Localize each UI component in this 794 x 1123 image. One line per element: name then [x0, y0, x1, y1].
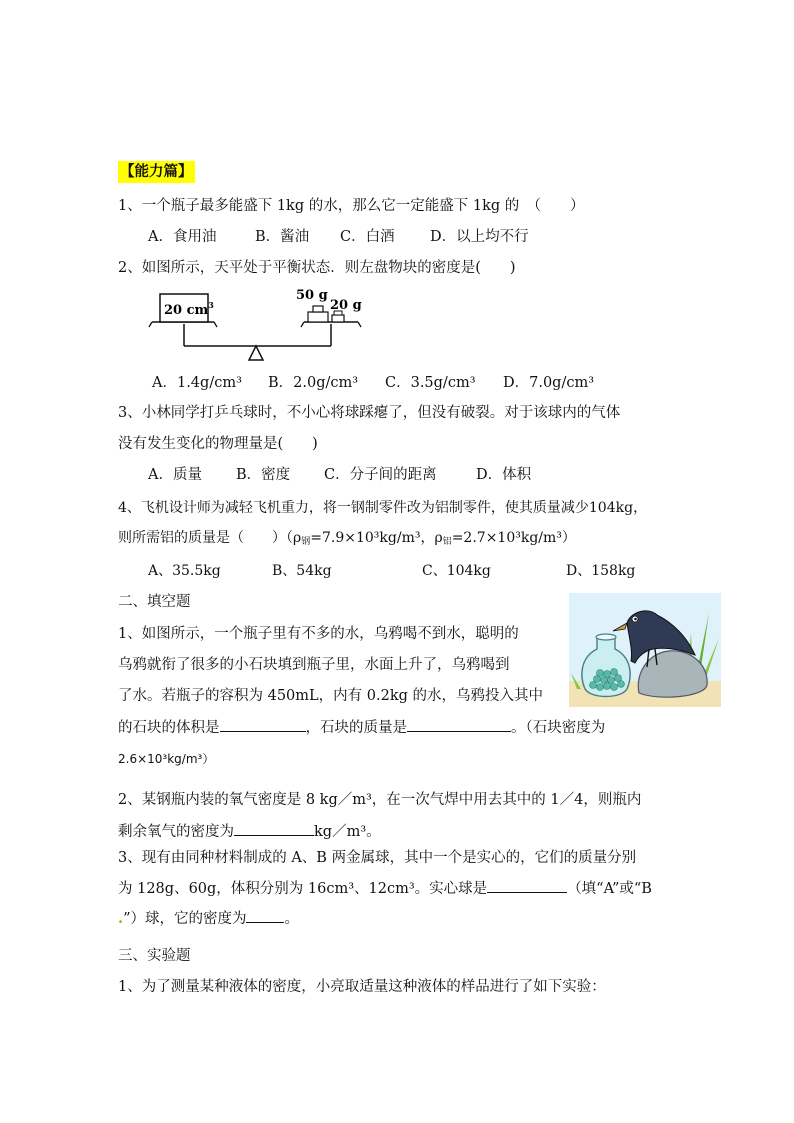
q2-text: 2、如图所示，天平处于平衡状态．则左盘物块的密度是( ) [118, 260, 516, 276]
q3-option-d: D．体积 [476, 467, 532, 483]
f1-line4: 的石块的体积是 ，石块的质量是 。（石块密度为 [118, 717, 605, 738]
q1-text: 1、一个瓶子最多能盛下 1kg 的水，那么它一定能盛下 1kg 的 （ ） [118, 198, 585, 214]
q4-line2: 则所需铝的质量是（ ）（$\rho_钢=7.9\times 10^3kg/m^3$，$\rho_铝=2.7\times 10^3kg/m^3$） [118, 530, 576, 547]
q2-option-a: A．1.4g/cm³ [152, 375, 242, 391]
q3-line1: 3、小林同学打乒乓球时，不小心将球踩瘪了，但没有破裂。对于该球内的气体 [118, 405, 621, 421]
f3-line2: 为 128g、60g，体积分别为 16cm³、12cm³。实心球是 （填“A”或“B [118, 878, 652, 899]
f3-line1: 3、现有由同种材料制成的 A、B 两金属球，其中一个是实心的，它们的质量分别 [118, 850, 637, 866]
f1-line2: 乌鸦就衔了很多的小石块填到瓶子里，水面上升了，乌鸦喝到 [118, 657, 510, 673]
q4-option-b: B、54kg [272, 563, 332, 579]
f3-blank-solid-ball[interactable] [487, 878, 567, 893]
f1-line3: 了水。若瓶子的容积为 450mL，内有 0.2kg 的水，乌鸦投入其中 [118, 688, 544, 704]
q3-line2: 没有发生变化的物理量是( ) [118, 436, 318, 452]
q1-option-c: C．白酒 [340, 229, 395, 245]
weight-20g-label: 20 g [330, 298, 362, 313]
block-label: 20 $cm^3$ [164, 300, 214, 318]
f1-line1: 1、如图所示，一个瓶子里有不多的水，乌鸦喝不到水，聪明的 [118, 626, 519, 642]
q4-option-a: A、35.5kg [148, 563, 221, 579]
crow-bottle-illustration [569, 593, 721, 707]
section-ability-heading: 【能力篇】 [118, 161, 195, 183]
q3-option-c: C．分子间的距离 [324, 467, 437, 483]
q2-option-b: B．2.0g/cm³ [268, 375, 359, 391]
q4-option-c: C、104kg [422, 563, 491, 579]
balance-scale-figure [148, 282, 378, 368]
q3-option-b: B．密度 [236, 467, 291, 483]
q2-option-c: C．3.5g/cm³ [385, 375, 476, 391]
weight-50g-shape [308, 312, 328, 322]
section-exp-heading: 三、实验题 [118, 948, 191, 964]
f1-line5: 2.6×10³kg/m³） [118, 752, 215, 766]
section-fill-heading: 二、填空题 [118, 594, 191, 610]
q1-option-d: D．以上均不行 [430, 229, 529, 245]
f2-blank-density[interactable] [234, 821, 314, 836]
f2-line2: 剩余氧气的密度为 kg／m³。 [118, 821, 381, 842]
f2-line1: 2、某钢瓶内装的氧气密度是 8 kg／m³，在一次气焊中用去其中的 1／4，则瓶内 [118, 792, 642, 808]
q1-option-a: A．食用油 [148, 229, 217, 245]
weight-20g-shape [332, 315, 344, 322]
f1-blank-volume[interactable] [220, 717, 306, 732]
fulcrum-shape [249, 346, 263, 360]
f3-blank-density[interactable] [246, 908, 284, 923]
f3-line3: .”）球，它的密度为 。 [118, 910, 299, 927]
weight-50g-label: 50 g [296, 288, 328, 303]
q2-option-d: D．7.0g/cm³ [503, 375, 595, 391]
q3-option-a: A．质量 [148, 467, 202, 483]
q4-option-d: D、158kg [566, 563, 636, 579]
q1-option-b: B．酱油 [255, 229, 310, 245]
e1-line1: 1、为了测量某种液体的密度，小亮取适量这种液体的样品进行了如下实验： [118, 979, 606, 995]
q4-line1: 4、飞机设计师为减轻飞机重力，将一钢制零件改为铝制零件，使其质量减少104kg， [118, 500, 648, 516]
f1-blank-mass[interactable] [407, 717, 511, 732]
